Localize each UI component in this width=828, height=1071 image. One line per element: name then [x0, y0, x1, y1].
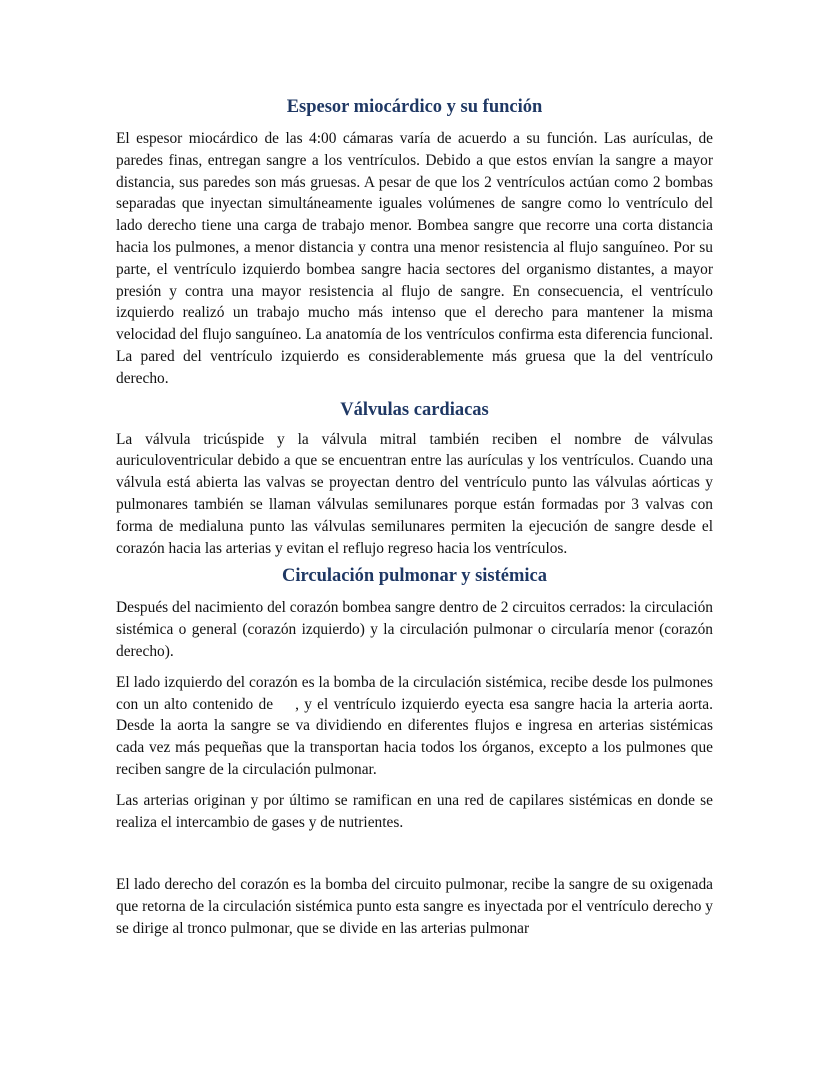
heading-espesor-miocardico: Espesor miocárdico y su función — [286, 97, 543, 117]
heading-circulacion: Circulación pulmonar y sistémica — [282, 566, 547, 587]
paragraph-circulacion-sistemica — [116, 672, 713, 781]
paragraph-circuito-pulmonar: El lado derecho del corazón es la bomba del circuito pulmonar, recibe la sangre de su oxigenada que retorna de la circulación sistémica punto esta sangre es inyectada por el ventrículo derecho y se dirige al tronco pulmonar, que se divide en las arterias pulmonar — [116, 876, 713, 937]
heading-valvulas-cardiacas: Válvulas cardiacas — [340, 399, 489, 420]
paragraph-espesor-miocardico: El espesor miocárdico de las 4:00 cámaras varía de acuerdo a su función. Las aurículas, de paredes finas, entregan sangre a los ventrículos. Debido a que estos envían la sangre a mayor distancia, sus paredes son más gruesas. A pesar de que los 2 ventrículos actúan como 2 bombas separadas que inyectan simultáneamente iguales volúmenes de sangre como lo ventrículo del lado derecho tiene una carga de trabajo menor. Bombea sangre que recorre una corta distancia hacia los pulmones, a menor distancia y contra una menor resistencia al flujo sanguíneo. Por su parte, el ventrículo izquierdo bombea sangre hacia sectores del organismo distantes, a mayor presión y contra una mayor resistencia al flujo de sangre. En consecuencia, el ventrículo izquierdo realizó un trabajo mucho más intenso que el derecho para mantener la misma velocidad del flujo sanguíneo. La anatomía de los ventrículos confirma esta diferencia funcional. La pared del ventrículo izquierdo es considerablemente más gruesa que la del ventrículo derecho. — [116, 130, 713, 387]
paragraph-circulacion-intro: Después del nacimiento del corazón bombea sangre dentro de 2 circuitos cerrados: la circulación sistémica o general (corazón izquierdo) y la circulación pulmonar o circularía menor (corazón derecho). — [116, 599, 713, 660]
paragraph-arterias-capilares: Las arterias originan y por último se ramifican en una red de capilares sistémicas en donde se realiza el intercambio de gases y de nutrientes. — [116, 791, 713, 831]
paragraph-part-b: , y el ventrículo izquierdo eyecta esa sangre hacia la arteria aorta. Desde la aorta la sangre se va dividiendo en diferentes flujos e ingresa en arterias sistémicas cada vez más pequeñas que la transportan hacia todos los órganos, excepto a los pulmones que reciben sangre de la circulación pulmonar. — [116, 695, 713, 778]
document-page — [116, 92, 713, 940]
paragraph-part-a: El lado izquierdo del corazón es la bomba de la circulación sistémica, recibe desde los pulmones con un alto contenido de — [116, 673, 713, 713]
paragraph-valvulas-cardiacas: La válvula tricúspide y la válvula mitral también reciben el nombre de válvulas auriculoventricular debido a que se encuentran entre las aurículas y los ventrículos. Cuando una válvula está abierta las valvas se proyectan dentro del ventrículo punto las válvulas aórticas y pulmonares también se llaman válvulas semilunares porque están formadas por 3 valvas con forma de medialuna punto las válvulas semilunares permiten la ejecución de sangre desde el corazón hacia las arterias y evitan el reflujo regreso hacia los ventrículos. — [116, 430, 713, 557]
